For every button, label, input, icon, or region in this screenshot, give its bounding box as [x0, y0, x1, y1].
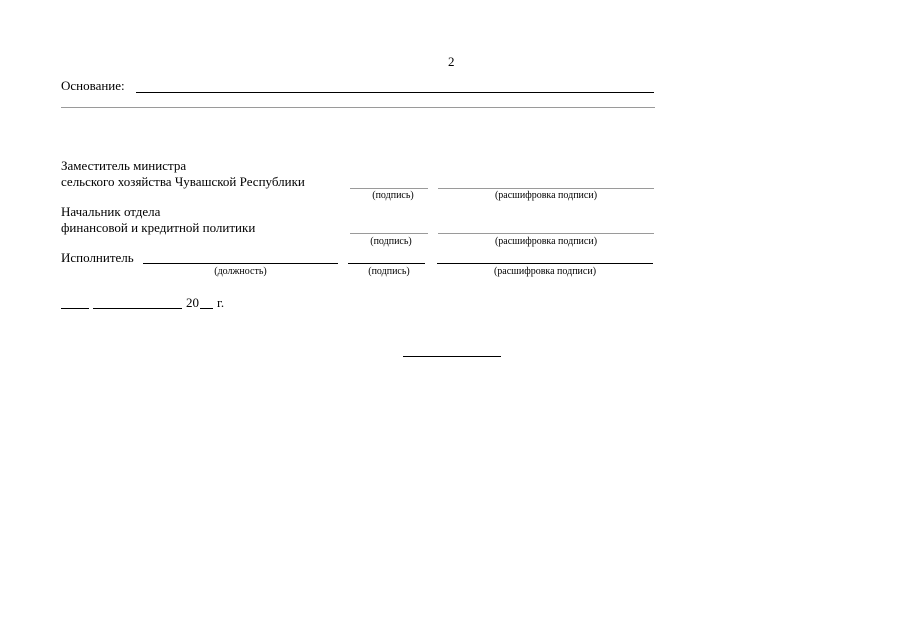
- basis-label: Основание:: [61, 78, 125, 93]
- department-head-title-line1: Начальник отдела: [61, 204, 161, 219]
- deputy-minister-signature-line[interactable]: [350, 188, 428, 189]
- closing-separator: [403, 356, 501, 357]
- executor-decryption-line[interactable]: [437, 263, 653, 264]
- deputy-minister-decryption-caption: (расшифровка подписи): [494, 190, 598, 201]
- executor-signature-caption: (подпись): [368, 266, 410, 277]
- department-head-decryption-caption: (расшифровка подписи): [494, 236, 598, 247]
- department-head-title-line2: финансовой и кредитной политики: [61, 220, 256, 235]
- deputy-minister-signature-caption: (подпись): [372, 190, 414, 201]
- executor-position-line[interactable]: [143, 263, 338, 264]
- department-head-signature-caption: (подпись): [370, 236, 412, 247]
- date-day-line[interactable]: [61, 308, 89, 309]
- basis-continuation-line[interactable]: [61, 107, 655, 108]
- executor-signature-line[interactable]: [348, 263, 425, 264]
- department-head-decryption-line[interactable]: [438, 233, 654, 234]
- deputy-minister-decryption-line[interactable]: [438, 188, 654, 189]
- basis-fill-line[interactable]: [136, 92, 654, 93]
- deputy-minister-title-line1: Заместитель министра: [61, 158, 187, 173]
- executor-position-caption: (должность): [214, 266, 267, 277]
- date-year-prefix: 20: [186, 295, 199, 310]
- date-month-line[interactable]: [93, 308, 182, 309]
- executor-decryption-caption: (расшифровка подписи): [493, 266, 597, 277]
- date-year-suffix: г.: [217, 295, 225, 310]
- department-head-signature-line[interactable]: [350, 233, 428, 234]
- date-year-line[interactable]: [200, 308, 213, 309]
- page-number: 2: [448, 54, 455, 69]
- executor-label: Исполнитель: [61, 250, 134, 265]
- deputy-minister-title-line2: сельского хозяйства Чувашской Республики: [61, 174, 305, 189]
